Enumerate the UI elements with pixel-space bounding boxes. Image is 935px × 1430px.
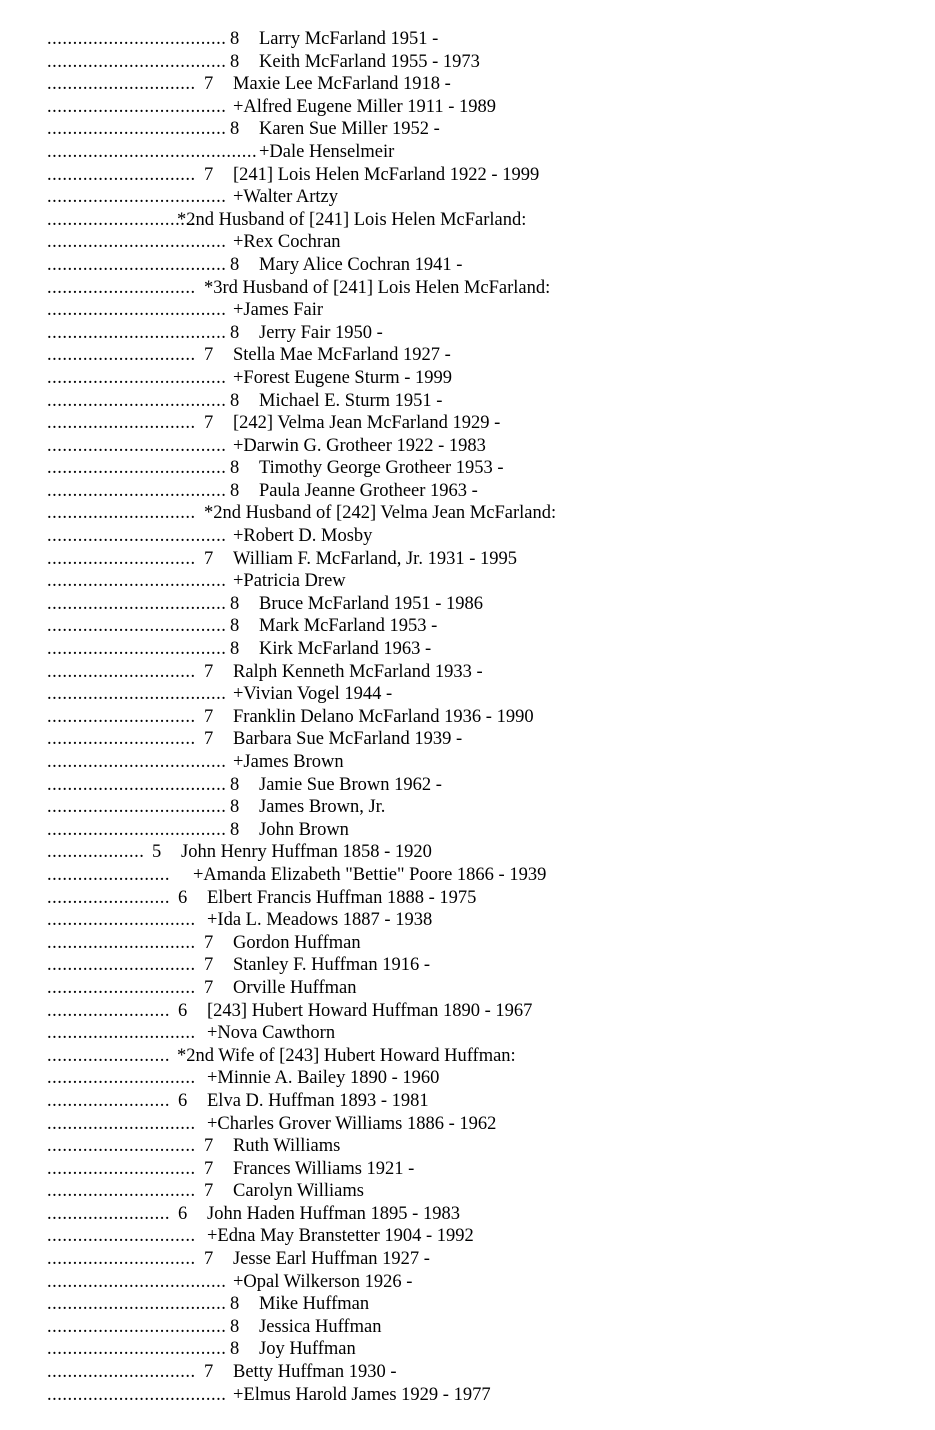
leader-dots: ...................................: [47, 616, 227, 637]
descendant-entry: [47, 1361, 907, 1384]
leader-dots: ...................................: [47, 1339, 227, 1360]
leader-dots: ...................................: [47, 390, 227, 411]
leader-dots: .............................: [47, 345, 196, 366]
spouse-entry: [47, 186, 907, 209]
leader-dots: .............................: [47, 1249, 196, 1270]
generation-number: 7: [204, 977, 214, 998]
leader-dots: ........................: [47, 1090, 170, 1111]
generation-number: 5: [152, 842, 162, 863]
person-text: *2nd Wife of [243] Hubert Howard Huffman:: [177, 1045, 516, 1066]
person-text: Mike Huffman: [259, 1294, 370, 1315]
descendant-entry: [47, 954, 907, 977]
person-text: Larry McFarland 1951 -: [259, 29, 439, 49]
leader-dots: .............................: [47, 74, 196, 95]
leader-dots: ...................................: [47, 29, 227, 49]
person-text: Jerry Fair 1950 -: [259, 322, 383, 343]
leader-dots: ...................................: [47, 232, 227, 253]
generation-number: 8: [230, 1339, 240, 1360]
generation-number: 8: [230, 593, 240, 614]
spouse-entry: [47, 141, 907, 164]
descendant-entry: [47, 1248, 907, 1271]
leader-dots: .............................: [47, 1181, 196, 1202]
generation-number: 8: [230, 819, 240, 840]
descendant-entry: [47, 1000, 907, 1023]
generation-number: 7: [204, 1158, 214, 1179]
spouse-entry: [47, 864, 907, 887]
generation-number: 7: [204, 955, 214, 976]
descendant-entry: [47, 1293, 907, 1316]
person-text: +Minnie A. Bailey 1890 - 1960: [207, 1068, 440, 1089]
leader-dots: ...................................: [47, 435, 227, 456]
person-text: Mark McFarland 1953 -: [259, 616, 438, 637]
descendant-entry: [47, 254, 907, 277]
person-text: Frances Williams 1921 -: [233, 1158, 415, 1179]
descendant-entry: [47, 118, 907, 141]
leader-dots: .............................: [47, 1158, 196, 1179]
person-text: +Vivian Vogel 1944 -: [233, 684, 393, 705]
spouse-entry: [47, 909, 907, 932]
leader-dots: .............................: [47, 1362, 196, 1383]
person-text: Elva D. Huffman 1893 - 1981: [207, 1090, 429, 1111]
generation-number: 6: [178, 887, 188, 908]
person-text: John Brown: [259, 819, 349, 840]
descendant-entry: [47, 1090, 907, 1113]
person-text: Ruth Williams: [233, 1136, 341, 1157]
spouse-entry: [47, 1067, 907, 1090]
person-text: Franklin Delano McFarland 1936 - 1990: [233, 706, 534, 727]
generation-number: 7: [204, 74, 214, 95]
leader-dots: ...................................: [47, 1294, 227, 1315]
generation-number: 7: [204, 1181, 214, 1202]
person-text: [243] Hubert Howard Huffman 1890 - 1967: [207, 1000, 533, 1021]
leader-dots: ........................: [47, 1000, 170, 1021]
generation-number: 6: [178, 1090, 188, 1111]
spouse-entry: [47, 367, 907, 390]
person-text: +Walter Artzy: [233, 187, 339, 208]
generation-number: 7: [204, 345, 214, 366]
person-text: Joy Huffman: [259, 1339, 356, 1360]
person-text: Barbara Sue McFarland 1939 -: [233, 729, 463, 750]
person-text: Orville Huffman: [233, 977, 357, 998]
descendant-entry: [47, 774, 907, 797]
person-text: Timothy George Grotheer 1953 -: [259, 458, 504, 479]
spouse-entry: [47, 1271, 907, 1294]
person-text: Karen Sue Miller 1952 -: [259, 119, 440, 140]
leader-dots: ...................................: [47, 96, 227, 117]
leader-dots: .............................: [47, 1113, 196, 1134]
person-text: [242] Velma Jean McFarland 1929 -: [233, 413, 501, 434]
person-text: Bruce McFarland 1951 - 1986: [259, 593, 484, 614]
leader-dots: ...................: [47, 842, 145, 863]
generation-number: 8: [230, 322, 240, 343]
spouse-entry: [47, 525, 907, 548]
leader-dots: ...................................: [47, 367, 227, 388]
descendant-entry: [47, 164, 907, 187]
spouse-entry: [47, 570, 907, 593]
descendant-entry: [47, 796, 907, 819]
person-text: +Robert D. Mosby: [233, 526, 373, 547]
leader-dots: ........................: [47, 864, 170, 885]
person-text: Jesse Earl Huffman 1927 -: [233, 1249, 430, 1270]
leader-dots: .............................: [47, 548, 196, 569]
person-text: *2nd Husband of [242] Velma Jean McFarland:: [204, 503, 557, 524]
person-text: Ralph Kenneth McFarland 1933 -: [233, 661, 483, 682]
generation-number: 8: [230, 797, 240, 818]
person-text: +Forest Eugene Sturm - 1999: [233, 367, 453, 388]
leader-dots: .............................: [47, 1136, 196, 1157]
leader-dots: .........................................: [47, 141, 258, 162]
leader-dots: ...................................: [47, 480, 227, 501]
generation-number: 8: [230, 29, 240, 49]
generation-number: 8: [230, 774, 240, 795]
generation-number: 7: [204, 1136, 214, 1157]
generation-number: 7: [204, 706, 214, 727]
descendant-entry: [47, 1158, 907, 1181]
person-text: Kirk McFarland 1963 -: [259, 639, 432, 660]
leader-dots: ...................................: [47, 1384, 227, 1405]
leader-dots: ...................................: [47, 684, 227, 705]
generation-number: 6: [178, 1203, 188, 1224]
leader-dots: .............................: [47, 1068, 196, 1089]
descendant-entry: [47, 51, 907, 74]
generation-number: 7: [204, 661, 214, 682]
descendant-entry: [47, 661, 907, 684]
descendant-entry: [47, 548, 907, 571]
leader-dots: ...................................: [47, 254, 227, 275]
descendant-entry: [47, 1135, 907, 1158]
leader-dots: ........................: [47, 1045, 170, 1066]
leader-dots: ...................................: [47, 458, 227, 479]
person-text: +Ida L. Meadows 1887 - 1938: [207, 910, 433, 931]
person-text: Paula Jeanne Grotheer 1963 -: [259, 480, 478, 501]
generation-number: 7: [204, 548, 214, 569]
spouse-entry: [47, 1384, 907, 1407]
generation-number: 7: [204, 1249, 214, 1270]
generation-number: 8: [230, 254, 240, 275]
person-text: Mary Alice Cochran 1941 -: [259, 254, 463, 275]
person-text: Betty Huffman 1930 -: [233, 1362, 397, 1383]
spouse-entry: [47, 96, 907, 119]
person-text: John Haden Huffman 1895 - 1983: [207, 1203, 460, 1224]
generation-number: 8: [230, 458, 240, 479]
person-text: William F. McFarland, Jr. 1931 - 1995: [233, 548, 517, 569]
additional-spouse-heading: [47, 502, 907, 525]
person-text: +James Fair: [233, 300, 324, 321]
leader-dots: .............................: [47, 1226, 196, 1247]
leader-dots: .............................: [47, 1023, 196, 1044]
spouse-entry: [47, 299, 907, 322]
spouse-entry: [47, 1113, 907, 1136]
leader-dots: ...................................: [47, 187, 227, 208]
leader-dots: ...................................: [47, 571, 227, 592]
person-text: +Amanda Elizabeth "Bettie" Poore 1866 - 1939: [193, 864, 547, 885]
descendant-tree: [47, 28, 907, 1406]
leader-dots: ...................................: [47, 819, 227, 840]
descendant-entry: [47, 1316, 907, 1339]
leader-dots: ...................................: [47, 300, 227, 321]
generation-number: 8: [230, 639, 240, 660]
generation-number: 8: [230, 616, 240, 637]
person-text: Michael E. Sturm 1951 -: [259, 390, 443, 411]
person-text: +Nova Cawthorn: [207, 1023, 336, 1044]
leader-dots: ...................................: [47, 526, 227, 547]
person-text: +Opal Wilkerson 1926 -: [233, 1271, 413, 1292]
person-text: +Patricia Drew: [233, 571, 346, 592]
descendant-entry: [47, 1203, 907, 1226]
generation-number: 8: [230, 51, 240, 72]
leader-dots: ...................................: [47, 51, 227, 72]
generation-number: 8: [230, 1316, 240, 1337]
descendant-entry: [47, 841, 907, 864]
descendant-entry: [47, 706, 907, 729]
person-text: +Edna May Branstetter 1904 - 1992: [207, 1226, 474, 1247]
leader-dots: ...................................: [47, 322, 227, 343]
leader-dots: ...................................: [47, 119, 227, 140]
leader-dots: .............................: [47, 277, 196, 298]
leader-dots: ...................................: [47, 752, 227, 772]
leader-dots: ...................................: [47, 774, 227, 795]
descendant-entry: [47, 977, 907, 1000]
descendant-entry: [47, 73, 907, 96]
generation-number: 8: [230, 390, 240, 411]
spouse-entry: [47, 683, 907, 706]
person-text: +James Brown: [233, 752, 344, 772]
leader-dots: .............................: [47, 503, 196, 524]
generation-number: 6: [178, 1000, 188, 1021]
leader-dots: .............................: [47, 661, 196, 682]
descendant-entry: [47, 412, 907, 435]
leader-dots: ...................................: [47, 639, 227, 660]
leader-dots: .............................: [47, 209, 196, 230]
person-text: Gordon Huffman: [233, 932, 361, 953]
leader-dots: .............................: [47, 955, 196, 976]
additional-spouse-heading: [47, 1045, 907, 1068]
leader-dots: ...................................: [47, 1271, 227, 1292]
descendant-entry: [47, 1180, 907, 1203]
descendant-entry: [47, 457, 907, 480]
person-text: [241] Lois Helen McFarland 1922 - 1999: [233, 164, 540, 185]
additional-spouse-heading: [47, 277, 907, 300]
person-text: Jamie Sue Brown 1962 -: [259, 774, 442, 795]
spouse-entry: [47, 1022, 907, 1045]
spouse-entry: [47, 231, 907, 254]
person-text: +Rex Cochran: [233, 232, 341, 253]
generation-number: 7: [204, 164, 214, 185]
person-text: Keith McFarland 1955 - 1973: [259, 51, 480, 72]
descendant-entry: [47, 390, 907, 413]
descendant-entry: [47, 728, 907, 751]
generation-number: 8: [230, 1294, 240, 1315]
descendant-entry: [47, 887, 907, 910]
leader-dots: .............................: [47, 977, 196, 998]
descendant-entry: [47, 593, 907, 616]
descendant-entry: [47, 932, 907, 955]
leader-dots: ...................................: [47, 593, 227, 614]
person-text: Stella Mae McFarland 1927 -: [233, 345, 451, 366]
descendant-entry: [47, 480, 907, 503]
person-text: *2nd Husband of [241] Lois Helen McFarland:: [177, 209, 527, 230]
leader-dots: .............................: [47, 706, 196, 727]
person-text: +Charles Grover Williams 1886 - 1962: [207, 1113, 497, 1134]
person-text: Jessica Huffman: [259, 1316, 382, 1337]
generation-number: 8: [230, 480, 240, 501]
leader-dots: .............................: [47, 932, 196, 953]
person-text: Maxie Lee McFarland 1918 -: [233, 74, 451, 95]
leader-dots: ...................................: [47, 797, 227, 818]
descendant-entry: [47, 638, 907, 661]
generation-number: 8: [230, 119, 240, 140]
descendant-entry: [47, 322, 907, 345]
person-text: James Brown, Jr.: [259, 797, 386, 818]
descendant-entry: [47, 819, 907, 842]
person-text: +Alfred Eugene Miller 1911 - 1989: [233, 96, 497, 117]
person-text: Carolyn Williams: [233, 1181, 364, 1202]
person-text: John Henry Huffman 1858 - 1920: [181, 842, 432, 863]
person-text: +Darwin G. Grotheer 1922 - 1983: [233, 435, 486, 456]
additional-spouse-heading: [47, 209, 907, 232]
generation-number: 7: [204, 729, 214, 750]
descendant-entry: [47, 344, 907, 367]
leader-dots: ........................: [47, 1203, 170, 1224]
leader-dots: .............................: [47, 164, 196, 185]
leader-dots: ........................: [47, 887, 170, 908]
leader-dots: .............................: [47, 413, 196, 434]
descendant-entry: [47, 615, 907, 638]
descendant-entry: [47, 1338, 907, 1361]
generation-number: 7: [204, 1362, 214, 1383]
spouse-entry: [47, 1225, 907, 1248]
spouse-entry: [47, 751, 907, 774]
person-text: *3rd Husband of [241] Lois Helen McFarland:: [204, 277, 551, 298]
leader-dots: .............................: [47, 729, 196, 750]
spouse-entry: [47, 435, 907, 458]
descendant-entry: [47, 28, 907, 51]
generation-number: 7: [204, 932, 214, 953]
leader-dots: ...................................: [47, 1316, 227, 1337]
person-text: +Elmus Harold James 1929 - 1977: [233, 1384, 491, 1405]
generation-number: 7: [204, 413, 214, 434]
person-text: +Dale Henselmeir: [259, 141, 395, 162]
person-text: Elbert Francis Huffman 1888 - 1975: [207, 887, 477, 908]
person-text: Stanley F. Huffman 1916 -: [233, 955, 431, 976]
leader-dots: .............................: [47, 910, 196, 931]
